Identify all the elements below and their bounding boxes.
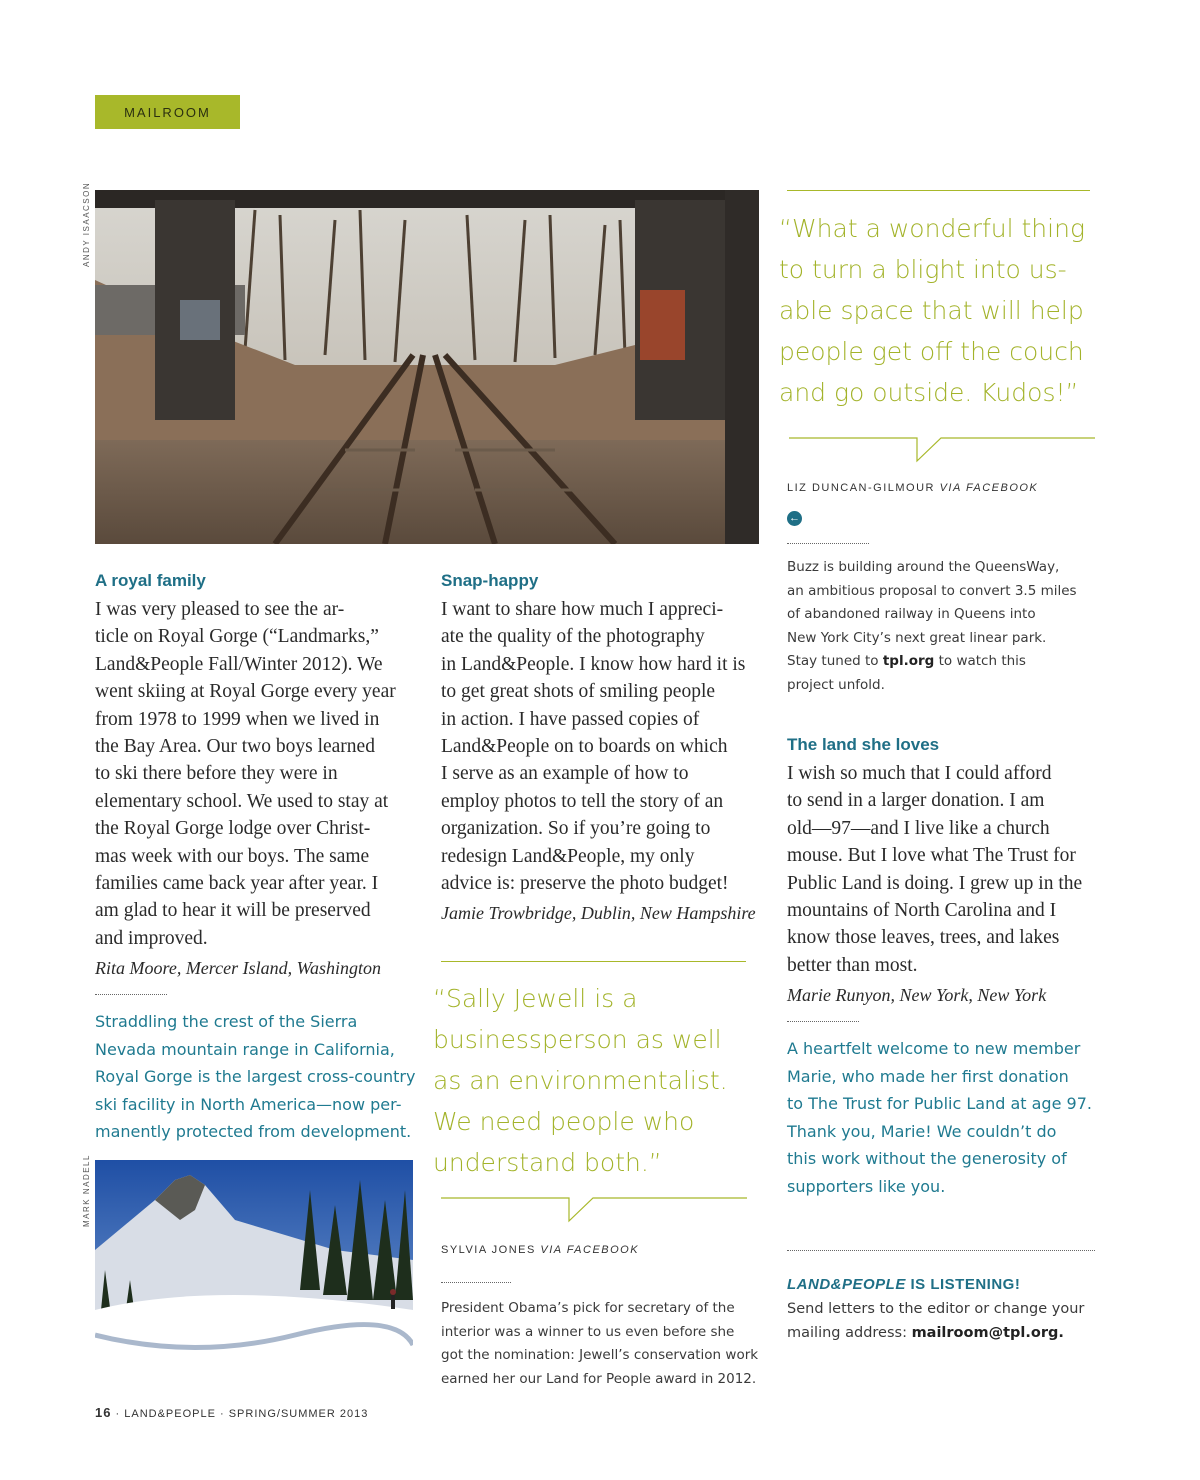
text-line: Straddling the crest of the Sierra <box>95 1012 358 1031</box>
text-line: Public Land is doing. I grew up in the <box>787 872 1083 894</box>
text-line: old—97—and I live like a church <box>787 817 1050 839</box>
listening-body <box>787 1298 1117 1345</box>
text-line: mouse. But I love what The Trust for <box>787 845 1076 867</box>
text-line: I wish so much that I could afford <box>787 763 1052 784</box>
text-line: the Bay Area. Our two boys learned <box>95 736 375 758</box>
text-line: New York City’s next great linear park. <box>787 629 1047 646</box>
text-line: Buzz is building around the QueensWay, <box>787 559 1060 575</box>
text-line: ski facility in North America—now per- <box>95 1094 402 1114</box>
speech-bubble-tail <box>441 1190 747 1224</box>
dotted-divider <box>787 1021 859 1022</box>
text-line: interior was a winner to us even before she <box>441 1323 735 1340</box>
text-line: from 1978 to 1999 when we lived in <box>95 708 380 730</box>
text-line: Land&People Fall/Winter 2012). We <box>95 653 383 675</box>
text-line: am glad to hear it will be preserved <box>95 900 371 922</box>
queensway-note <box>787 556 1117 697</box>
text-line: Land&People on to boards on which <box>441 736 728 758</box>
quote-line: understand both.” <box>433 1148 662 1177</box>
quote-line: people get off the couch <box>779 337 1084 366</box>
text-span: mailing address: <box>787 1324 912 1341</box>
section-tag: MAILROOM <box>95 95 240 129</box>
text-line: know those leaves, trees, and lakes <box>787 927 1060 949</box>
quote-line: and go outside. Kudos!” <box>779 378 1079 407</box>
text-line: Send letters to the editor or change your <box>787 1301 1085 1317</box>
text-line: families came back year after year. I <box>95 873 379 895</box>
text-line: I serve as an example of how to <box>441 763 689 785</box>
tpl-link[interactable]: tpl.org <box>882 653 935 669</box>
text-line: went skiing at Royal Gorge every year <box>95 681 396 703</box>
quote-attribution <box>787 482 1038 494</box>
quote-rule-top <box>441 961 746 962</box>
attribution-name: SYLVIA JONES <box>441 1244 536 1256</box>
text-line <box>787 650 1117 674</box>
text-line: of abandoned railway in Queens into <box>787 606 1036 622</box>
skier-photo <box>95 1160 413 1386</box>
text-line: organization. So if you’re going to <box>441 818 711 840</box>
quote-line: “Sally Jewell is a <box>433 984 638 1013</box>
text-line: and improved. <box>95 927 208 949</box>
text-line: to get great shots of smiling people <box>441 681 716 703</box>
listening-heading <box>787 1276 1020 1293</box>
marie-welcome-note <box>787 1035 1117 1200</box>
quote-wonderful-thing <box>779 208 1109 413</box>
signature: Jamie Trowbridge, Dublin, New Hampshire <box>441 903 756 924</box>
footer-text: · LAND&PEOPLE · SPRING/SUMMER 2013 <box>111 1408 369 1420</box>
text-line: got the nomination: Jewell’s conservation work <box>441 1347 759 1363</box>
text-line: better than most. <box>787 954 918 976</box>
quote-sally-jewell <box>433 978 753 1183</box>
text-line: earned her our Land for People award in 2012. <box>441 1370 757 1387</box>
text-line: Marie, who made her first donation <box>787 1066 1069 1086</box>
text-span: to watch this <box>934 653 1026 669</box>
signature: Marie Runyon, New York, New York <box>787 985 1047 1006</box>
dotted-divider <box>441 1282 511 1283</box>
text-line: elementary school. We used to stay at <box>95 790 389 812</box>
page-footer <box>95 1405 368 1420</box>
attribution-via: VIA FACEBOOK <box>540 1244 640 1256</box>
quote-line: “What a wonderful thing <box>779 214 1085 243</box>
text-line: in Land&People. I know how hard it is <box>441 653 746 675</box>
text-line: mountains of North Carolina and I <box>787 900 1057 922</box>
speech-bubble-tail <box>789 430 1095 464</box>
page-number: 16 <box>95 1405 112 1420</box>
text-line: Nevada mountain range in California, <box>95 1039 395 1059</box>
text-line: advice is: preserve the photo budget! <box>441 873 729 895</box>
headline-royal-family: A royal family <box>95 571 206 590</box>
mailroom-email-link[interactable]: mailroom@tpl.org. <box>911 1324 1064 1341</box>
text-span: Stay tuned to <box>787 653 883 669</box>
text-line: the Royal Gorge lodge over Christ- <box>95 818 371 840</box>
railway-photo <box>95 190 759 544</box>
text-line: redesign Land&People, my only <box>441 845 695 867</box>
text-line: A heartfelt welcome to new member <box>787 1039 1081 1058</box>
text-line: I want to share how much I appreci- <box>441 599 724 620</box>
royal-gorge-note <box>95 1008 425 1146</box>
jewell-note <box>441 1297 771 1391</box>
text-line: in action. I have passed copies of <box>441 708 700 730</box>
photo-credit-ski: MARK NADELL <box>82 1154 91 1227</box>
text-line: to ski there before they were in <box>95 763 338 785</box>
text-line: employ photos to tell the story of an <box>441 790 724 812</box>
heading-rest: IS LISTENING! <box>905 1276 1021 1293</box>
signature: Rita Moore, Mercer Island, Washington <box>95 958 381 979</box>
quote-rule-top <box>787 190 1090 191</box>
quote-attribution <box>441 1244 639 1256</box>
quote-line: We need people who <box>433 1107 695 1136</box>
text-line: supporters like you. <box>787 1176 946 1196</box>
quote-line: able space that will help <box>779 296 1084 325</box>
dotted-divider <box>787 543 869 544</box>
text-line: manently protected from development. <box>95 1122 412 1141</box>
photo-credit-rail: ANDY ISAACSON <box>82 181 91 267</box>
text-line: President Obama’s pick for secretary of the <box>441 1300 735 1316</box>
headline-land-she-loves: The land she loves <box>787 735 940 754</box>
headline-snap-happy: Snap-happy <box>441 571 539 590</box>
dotted-divider <box>95 994 167 995</box>
text-line: an ambitious proposal to convert 3.5 miles <box>787 582 1077 599</box>
arrow-left-icon: ← <box>789 512 800 524</box>
text-line: Royal Gorge is the largest cross-country <box>95 1067 416 1086</box>
text-line: project unfold. <box>787 676 885 693</box>
text-line: this work without the generosity of <box>787 1149 1067 1168</box>
letter-royal-body <box>95 596 425 983</box>
quote-line: to turn a blight into us- <box>779 255 1067 284</box>
text-line: to send in a larger donation. I am <box>787 790 1045 812</box>
attribution-name: LIZ DUNCAN-GILMOUR <box>787 482 936 494</box>
quote-line: as an environmentalist. <box>433 1066 728 1095</box>
dotted-divider <box>787 1250 1095 1251</box>
text-line: mas week with our boys. The same <box>95 845 370 867</box>
text-line: ate the quality of the photography <box>441 626 705 648</box>
letter-snap-body <box>441 596 761 928</box>
text-line: Thank you, Marie! We couldn’t do <box>787 1121 1057 1141</box>
text-line: ticle on Royal Gorge (“Landmarks,” <box>95 626 379 648</box>
text-line: to The Trust for Public Land at age 97. <box>787 1094 1092 1113</box>
attribution-via: VIA FACEBOOK <box>939 482 1039 494</box>
brand-name: LAND&PEOPLE <box>787 1276 906 1293</box>
letter-land-body <box>787 760 1117 1010</box>
quote-line: businessperson as well <box>433 1025 722 1054</box>
text-line: I was very pleased to see the ar- <box>95 599 345 620</box>
text-line <box>787 1322 1117 1346</box>
